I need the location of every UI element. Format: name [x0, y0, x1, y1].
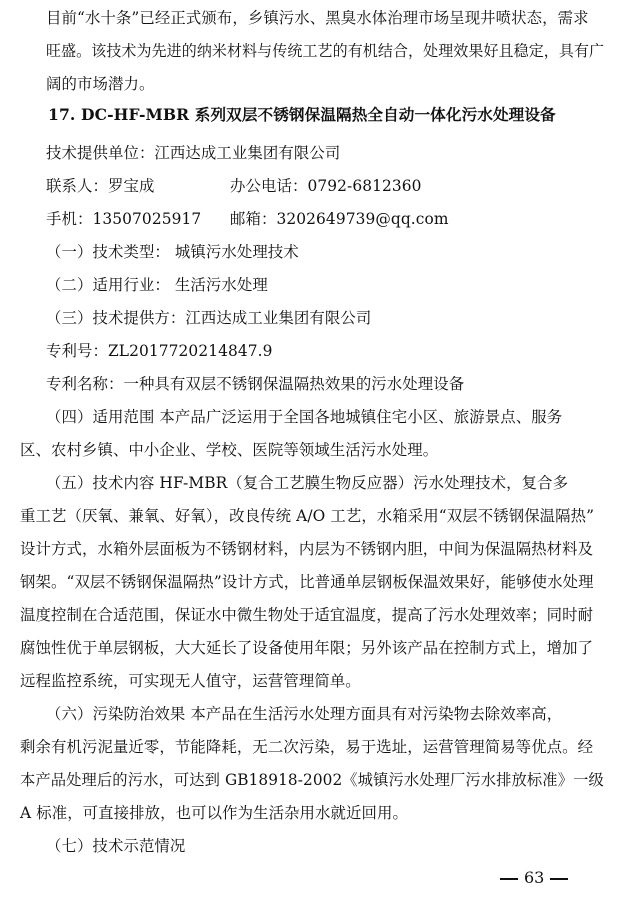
pollution-line-4: A 标准，可直接排放，也可以作为生活杂用水就近回用。 [20, 804, 408, 822]
email: 邮箱：3202649739@qq.com [230, 210, 449, 228]
tech-supplier: （三）技术提供方：江西达成工业集团有限公司 [46, 309, 372, 327]
content-line-3: 设计方式，水箱外层面板为不锈钢材料，内层为不锈钢内胆，中间为保温隔热材料及 [20, 540, 594, 558]
content-line-2: 重工艺（厌氧、兼氧、好氧），改良传统 A/O 工艺，水箱采用“双层不锈钢保温隔热” [20, 507, 595, 525]
content-line-6: 腐蚀性优于单层钢板，大大延长了设备使用年限；另外该产品在控制方式上，增加了 [20, 639, 594, 657]
patent-name: 专利名称：一种具有双层不锈钢保温隔热效果的污水处理设备 [46, 375, 465, 393]
contact-person: 联系人：罗宝成 [46, 177, 155, 195]
content-line-5: 温度控制在合适范围，保证水中微生物处于适宜温度，提高了污水处理效率；同时耐 [20, 606, 594, 624]
pollution-line-2: 剩余有机污泥量近零，节能降耗，无二次污染，易于选址，运营管理简易等优点。经 [20, 738, 594, 756]
page-number-value: 63 [524, 868, 545, 887]
tech-provider: 技术提供单位：江西达成工业集团有限公司 [46, 144, 341, 162]
scope-line-2: 区、农村乡镇、中小企业、学校、医院等领域生活污水处理。 [20, 441, 439, 459]
content-line-4: 钢架。“双层不锈钢保温隔热”设计方式，比普通单层钢板保温效果好，能够使水处理 [20, 573, 594, 591]
demo-heading: （七）技术示范情况 [46, 837, 186, 855]
office-phone: 办公电话：0792-6812360 [230, 177, 422, 195]
mobile-phone: 手机：13507025917 [46, 210, 202, 228]
intro-line-3: 阔的市场潜力。 [46, 75, 155, 93]
pollution-line-3: 本产品处理后的污水，可达到 GB18918-2002《城镇污水处理厂污水排放标准》一级 [20, 771, 604, 789]
page-dash-left [500, 878, 518, 880]
pollution-line-1: （六）污染防治效果 本产品在生活污水处理方面具有对污染物去除效率高， [46, 705, 563, 723]
content-line-7: 远程监控系统，可实现无人值守，运营管理简单。 [20, 672, 361, 690]
scope-line-1: （四）适用范围 本产品广泛运用于全国各地城镇住宅小区、旅游景点、服务 [46, 408, 563, 426]
intro-line-2: 旺盛。该技术为先进的纳米材料与传统工艺的有机结合，处理效果好且稳定，具有广 [46, 42, 605, 60]
patent-number: 专利号：ZL2017720214847.9 [46, 342, 273, 360]
tech-type: （一）技术类型： 城镇污水处理技术 [46, 243, 299, 261]
content-line-1: （五）技术内容 HF-MBR（复合工艺膜生物反应器）污水处理技术，复合多 [46, 474, 569, 492]
intro-line-1: 目前“水十条”已经正式颁布，乡镇污水、黑臭水体治理市场呈现井喷状态，需求 [46, 9, 589, 27]
section-heading: 17. DC-HF-MBR 系列双层不锈钢保温隔热全自动一体化污水处理设备 [48, 105, 556, 124]
page-dash-right [550, 878, 568, 880]
applicable-industry: （二）适用行业： 生活污水处理 [46, 276, 268, 294]
page-number [494, 868, 574, 888]
